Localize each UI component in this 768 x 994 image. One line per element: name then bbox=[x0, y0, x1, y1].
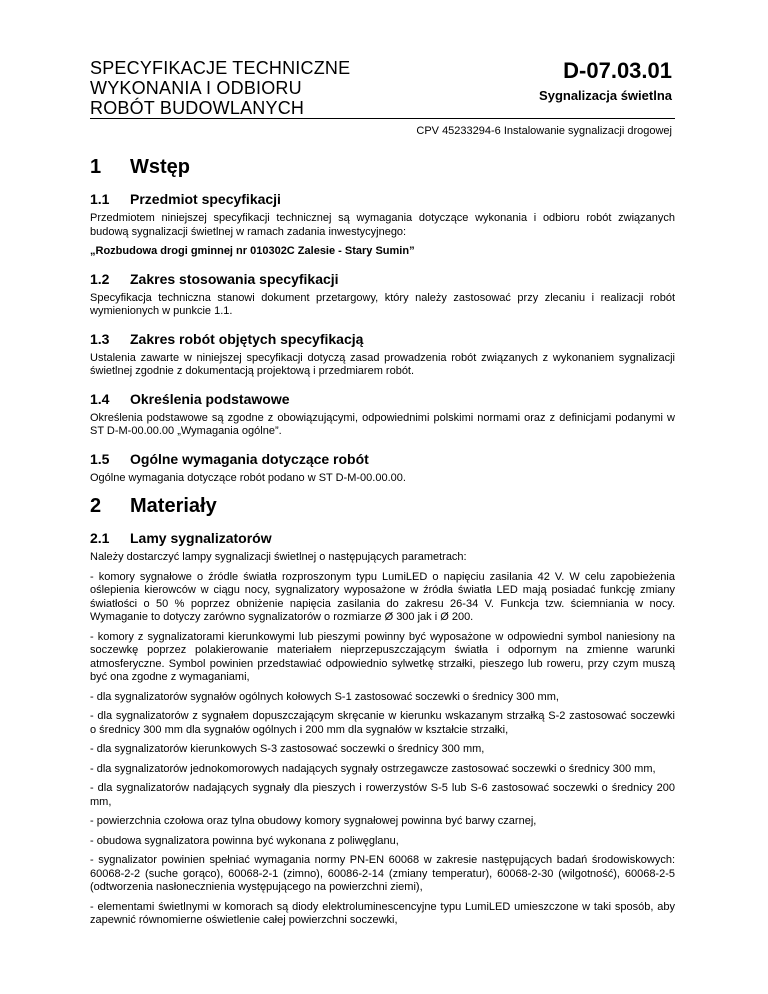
list-paragraph: - powierzchnia czołowa oraz tylna obudowy komory sygnałowej powinna być barwy czarnej, bbox=[90, 815, 537, 827]
list-paragraph: - obudowa sygnalizatora powinna być wykonana z poliwęglanu, bbox=[90, 834, 399, 847]
document-code: D-07.03.01 bbox=[563, 58, 672, 83]
heading-section-1-4 bbox=[90, 391, 675, 407]
paragraph: Należy dostarczyć lampy sygnalizacji świetlnej o następujących parametrach: bbox=[90, 551, 467, 563]
heading-number: 1 bbox=[90, 156, 102, 178]
heading-number: 1.4 bbox=[90, 390, 110, 407]
paragraph: Określenia podstawowe są zgodne z obowiązującymi, odpowiednimi polskimi normami oraz z definicjami podanymi w ST D-M-00.00.00 „Wymagania ogólne”. bbox=[90, 411, 675, 437]
heading-number: 2 bbox=[90, 495, 102, 517]
heading-title: Ogólne wymagania dotyczące robót bbox=[130, 450, 369, 467]
paragraph: Ogólne wymagania dotyczące robót podano w ST D-M-00.00.00. bbox=[90, 471, 406, 484]
header-divider bbox=[90, 118, 675, 119]
list-paragraph: - dla sygnalizatorów jednokomorowych nadających sygnały ostrzegawcze zastosować soczewki o średnicy 300 mm, bbox=[90, 762, 656, 775]
heading-section-1-2 bbox=[90, 271, 675, 287]
heading-number: 2.1 bbox=[90, 530, 110, 546]
document-subtitle: Sygnalizacja świetlna bbox=[539, 88, 672, 103]
series-title-line2: WYKONANIA I ODBIORU bbox=[90, 78, 302, 98]
document-body bbox=[90, 150, 675, 934]
heading-title: Materiały bbox=[130, 495, 217, 517]
heading-number: 1.5 bbox=[90, 450, 110, 467]
heading-title: Wstęp bbox=[130, 156, 190, 178]
list-paragraph: - dla sygnalizatorów kierunkowych S-3 zastosować soczewki o średnicy 300 mm, bbox=[90, 743, 485, 755]
list-paragraph: - dla sygnalizatorów sygnałów ogólnych kołowych S-1 zastosować soczewki o średnicy 300 mm, bbox=[90, 690, 559, 703]
heading-number: 1.1 bbox=[90, 191, 110, 207]
list-paragraph: - komory sygnałowe o źródle światła rozproszonym typu LumiLED o napięciu zasilania 42 V. W celu zapobieżenia oślepienia kierowców w ciągu nocy, sygnalizatory wyposażone w źródła światła LED mają posiadać funkcję zmiany światłości o 50 % poprzez obniżenie napięcia zasilania do zakresu 26-34 V. Funkcja tzw. ściemniania w nocy. Wymaganie to dotyczy zarówno sygnalizatorów o rozmiarze Ø 300 jak i Ø 200. bbox=[90, 570, 675, 623]
list-paragraph: - komory z sygnalizatorami kierunkowymi lub pieszymi powinny być wyposażone w odpowiedni symbol naniesiony na soczewkę poprzez polakierowanie materiałem nieprzepuszczającym światła i odpornym na zmienne warunki atmosferyczne. Symbol powinien przedstawiać odpowiednio sylwetkę strzałki, pieszego lub roweru, przy czym muszą być ona zgodne z wymaganiami, bbox=[90, 630, 675, 683]
heading-title: Lamy sygnalizatorów bbox=[130, 530, 272, 546]
heading-title: Określenia podstawowe bbox=[130, 390, 290, 407]
heading-section-1-3 bbox=[90, 331, 675, 347]
heading-section-1-5 bbox=[90, 451, 675, 467]
document-series-title bbox=[90, 58, 420, 118]
heading-section-2-1 bbox=[90, 530, 675, 546]
heading-number: 1.2 bbox=[90, 270, 110, 287]
paragraph: Ustalenia zawarte w niniejszej specyfikacji dotyczą zasad prowadzenia robót związanych z wykonaniem sygnalizacji świetlnej zgodnie z dokumentacją projektową i przedmiarem robót. bbox=[90, 351, 675, 377]
list-paragraph: - elementami świetlnymi w komorach są diody elektroluminescencyjne typu LumiLED umieszczone w taki sposób, aby zapewnić równomierne oświetlenie całej powierzchni soczewki, bbox=[90, 900, 675, 926]
list-paragraph: - dla sygnalizatorów nadających sygnały dla pieszych i rowerzystów S-5 lub S-6 zastosować soczewki o średnicy 200 mm, bbox=[90, 782, 675, 808]
paragraph: Przedmiotem niniejszej specyfikacji technicznej są wymagania dotyczące wykonania i odbioru robót związanych budową sygnalizacji świetlnej w ramach zadania inwestycyjnego: bbox=[90, 212, 675, 238]
project-name: „Rozbudowa drogi gminnej nr 010302C Zalesie - Stary Sumin” bbox=[90, 245, 415, 257]
heading-title: Zakres robót objętych specyfikacją bbox=[130, 330, 364, 347]
series-title-line3: ROBÓT BUDOWLANYCH bbox=[90, 98, 305, 118]
heading-section-2 bbox=[90, 495, 675, 518]
list-paragraph: - dla sygnalizatorów z sygnałem dopuszczającym skręcanie w kierunku wskazanym strzałką S-2 zastosować soczewki o średnicy 300 mm dla sygnałów ogólnych i 200 mm dla sygnałów w kształcie strzałki, bbox=[90, 710, 675, 736]
cpv-code: CPV 45233294-6 Instalowanie sygnalizacji drogowej bbox=[416, 125, 672, 137]
heading-section-1-1 bbox=[90, 191, 675, 207]
paragraph: Specyfikacja techniczna stanowi dokument przetargowy, który należy zastosować przy zlecaniu i realizacji robót wymienionych w punkcie 1.1. bbox=[90, 291, 675, 317]
heading-title: Przedmiot specyfikacji bbox=[130, 191, 281, 207]
series-title-line1: SPECYFIKACJE TECHNICZNE bbox=[90, 58, 351, 78]
list-paragraph: - sygnalizator powinien spełniać wymagania normy PN-EN 60068 w zakresie następujących badań środowiskowych: 60068-2-2 (suche gorąco), 60068-2-1 (zimno), 60086-2-14 (zmiany temperatur), 60068-2-30 (wilgotność), 60068-2-5 (odtworzenia nasłonecznienia występującego na powierzchni ziemi), bbox=[90, 854, 675, 893]
heading-section-1 bbox=[90, 156, 675, 179]
heading-title: Zakres stosowania specyfikacji bbox=[130, 270, 339, 287]
heading-number: 1.3 bbox=[90, 330, 110, 347]
document-code-block bbox=[539, 58, 672, 103]
